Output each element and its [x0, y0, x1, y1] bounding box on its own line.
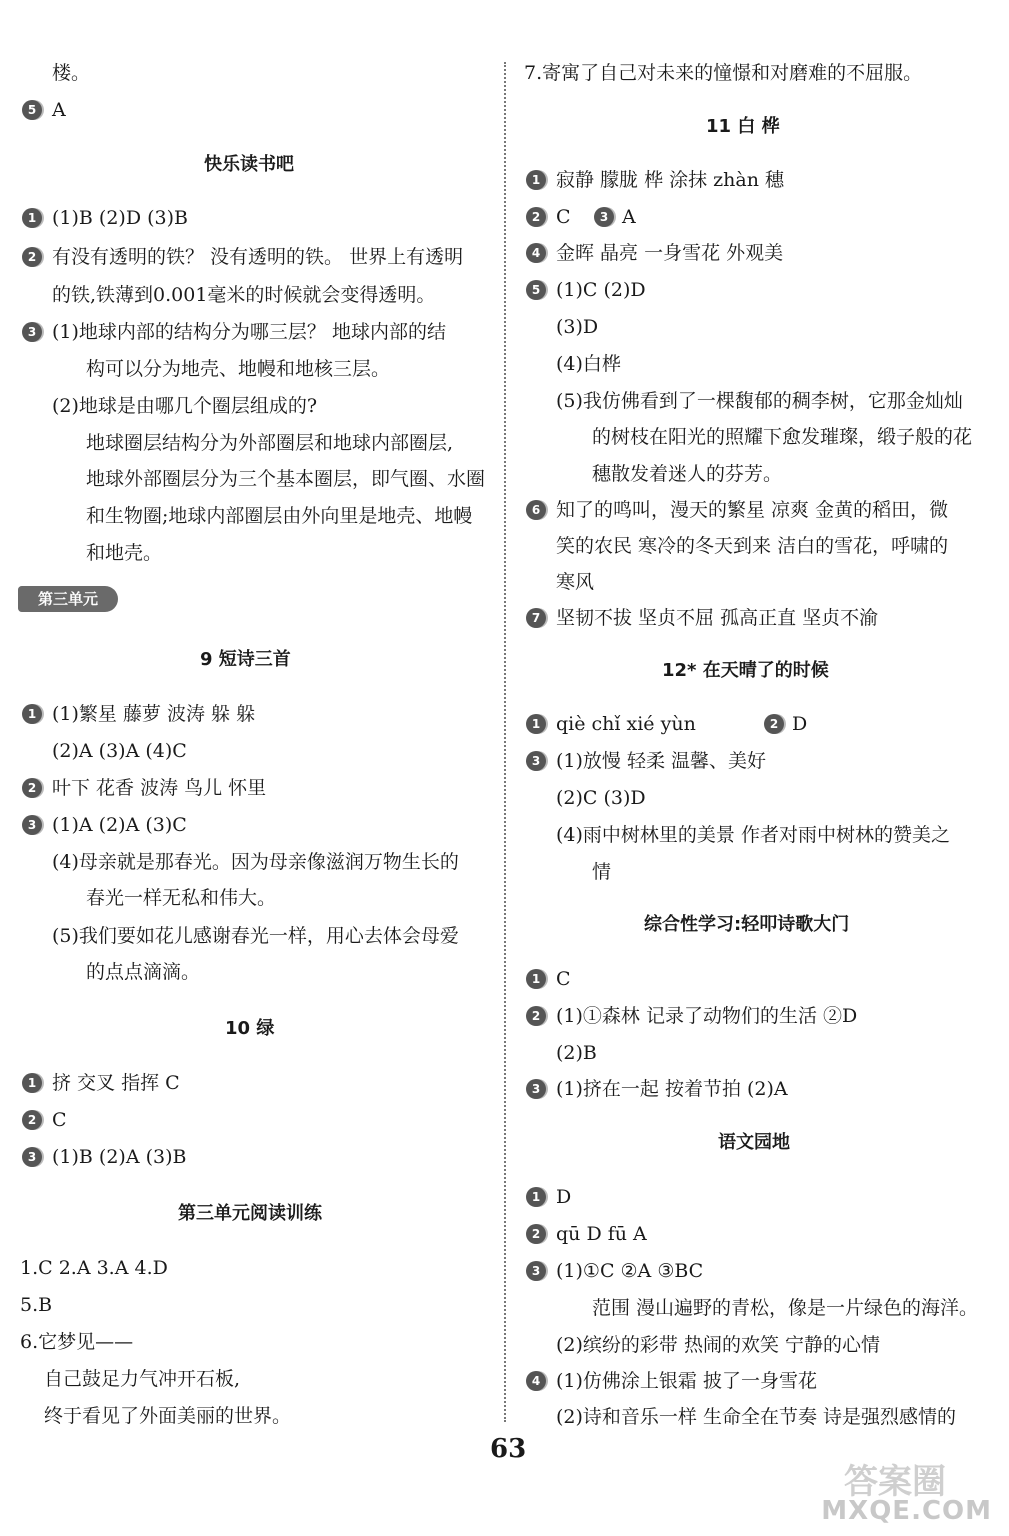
- section-heading: 10 绿: [225, 1018, 275, 1039]
- section-heading: 第三单元阅读训练: [178, 1203, 322, 1224]
- answer-line: (2)缤纷的彩带 热闹的欢笑 宁静的心情: [556, 1334, 880, 1356]
- answer-line: 和地壳。: [86, 542, 163, 564]
- question-number-icon: 4: [526, 1371, 546, 1391]
- answer-line: (2)B: [556, 1042, 597, 1064]
- answer-line: 终于看见了外面美丽的世界。: [44, 1405, 292, 1427]
- answer-line: 穗散发着迷人的芬芳。: [592, 463, 783, 485]
- answer-line: 5.B: [20, 1294, 53, 1316]
- question-number-icon: 2: [526, 207, 546, 227]
- answer-line: (3)D: [556, 316, 599, 338]
- answer-line: (5)我仿佛看到了一棵馥郁的稠李树，它那金灿灿: [556, 390, 963, 412]
- watermark-top-text: 答案圈: [844, 1462, 946, 1502]
- answer-line: 的点点滴滴。: [86, 961, 201, 983]
- section-heading: 快乐读书吧: [204, 154, 294, 175]
- answer-line: 自己鼓足力气冲开石板,: [44, 1368, 241, 1390]
- answer-line: 春光一样无私和伟大。: [86, 887, 277, 909]
- answer-line: 金晖 晶亮 一身雪花 外观美: [556, 242, 784, 264]
- answer-line: (2)地球是由哪几个圈层组成的?: [52, 395, 318, 417]
- answer-line: 地球圈层结构分为外部圈层和地球内部圈层,: [86, 432, 454, 454]
- question-number-icon: 1: [22, 1073, 42, 1093]
- answer-line: 情: [592, 861, 612, 883]
- question-number-icon: 3: [526, 1261, 546, 1281]
- answer-line: C: [556, 206, 571, 228]
- answer-line: (2)A (3)A (4)C: [52, 740, 187, 762]
- answer-line: (1)①森林 记录了动物们的生活 ②D: [556, 1005, 858, 1027]
- question-number-icon: 1: [526, 969, 546, 989]
- answer-line: (4)雨中树林里的美景 作者对雨中树林的赞美之: [556, 824, 950, 846]
- section-heading: 12* 在天晴了的时候: [662, 660, 829, 681]
- watermark-site-text: MXQE.COM: [821, 1496, 992, 1526]
- answer-line: 1.C 2.A 3.A 4.D: [20, 1257, 168, 1279]
- answer-line: (4)白桦: [556, 353, 621, 375]
- question-number-icon: 1: [22, 208, 42, 228]
- question-number-icon: 5: [526, 280, 546, 300]
- question-number-icon: 3: [22, 322, 42, 342]
- question-number-icon: 3: [594, 207, 614, 227]
- question-number-icon: 1: [526, 714, 546, 734]
- answer-line: qū D fū A: [556, 1223, 647, 1245]
- answer-line: (2)C (3)D: [556, 787, 646, 809]
- question-number-icon: 2: [526, 1006, 546, 1026]
- answer-line: 寂静 朦胧 桦 涂抹 zhàn 穗: [556, 169, 785, 191]
- question-number-icon: 5: [22, 100, 42, 120]
- page-number: 63: [490, 1434, 527, 1464]
- answer-line: C: [52, 1109, 67, 1131]
- question-number-icon: 1: [526, 170, 546, 190]
- answer-line: (1)B (2)D (3)B: [52, 207, 188, 229]
- question-number-icon: 2: [764, 714, 784, 734]
- question-number-icon: 7: [526, 608, 546, 628]
- answer-line: 知了的鸣叫，漫天的繁星 凉爽 金黄的稻田，微: [556, 499, 949, 521]
- answer-line: 笑的农民 寒冷的冬天到来 洁白的雪花，呼啸的: [556, 535, 949, 557]
- column-divider: [504, 62, 506, 1422]
- question-number-icon: 1: [22, 704, 42, 724]
- question-number-icon: 6: [526, 500, 546, 520]
- answer-line: 地球外部圈层分为三个基本圈层，即气圈、水圈: [86, 468, 486, 490]
- answer-line: 的铁,铁薄到0.001毫米的时候就会变得透明。: [52, 284, 436, 306]
- answer-line: 和生物圈;地球内部圈层由外向里是地壳、地幔: [86, 505, 473, 527]
- section-heading: 综合性学习:轻叩诗歌大门: [644, 914, 850, 935]
- answer-line: (1)B (2)A (3)B: [52, 1146, 187, 1168]
- answer-line: 7.寄寓了自己对未来的憧憬和对磨难的不屈服。: [524, 62, 923, 84]
- answer-line: D: [792, 713, 808, 735]
- answer-line: 叶下 花香 波涛 鸟儿 怀里: [52, 777, 267, 799]
- answer-line: D: [556, 1186, 572, 1208]
- question-number-icon: 2: [22, 1110, 42, 1130]
- section-heading: 11 白 桦: [706, 116, 780, 137]
- answer-line: C: [556, 968, 571, 990]
- answer-line: A: [52, 99, 66, 121]
- answer-line: (1)仿佛涂上银霜 披了一身雪花: [556, 1370, 817, 1392]
- answer-line: (1)C (2)D: [556, 279, 646, 301]
- answer-line: 寒风: [556, 571, 595, 593]
- answer-line: (5)我们要如花儿感谢春光一样，用心去体会母爱: [52, 925, 459, 947]
- answer-line: (1)A (2)A (3)C: [52, 814, 187, 836]
- answer-line: 6.它梦见——: [20, 1331, 134, 1353]
- answer-line: (1)放慢 轻柔 温馨、美好: [556, 750, 766, 772]
- question-number-icon: 2: [22, 247, 42, 267]
- answer-line: (2)诗和音乐一样 生命全在节奏 诗是强烈感情的: [556, 1406, 956, 1428]
- question-number-icon: 2: [22, 778, 42, 798]
- answer-line: 楼。: [52, 62, 91, 84]
- answer-line: (1)繁星 藤萝 波涛 躲 躲: [52, 703, 256, 725]
- question-number-icon: 3: [526, 751, 546, 771]
- answer-line: 构可以分为地壳、地幔和地核三层。: [86, 358, 391, 380]
- answer-line: 挤 交叉 指挥 C: [52, 1072, 180, 1094]
- answer-line: 有没有透明的铁？ 没有透明的铁。 世界上有透明: [52, 246, 464, 268]
- question-number-icon: 3: [22, 1147, 42, 1167]
- answer-line: A: [622, 206, 636, 228]
- question-number-icon: 3: [526, 1079, 546, 1099]
- answer-line: 坚韧不拔 坚贞不屈 孤高正直 坚贞不渝: [556, 607, 879, 629]
- watermark-logo: [821, 1450, 1000, 1530]
- question-number-icon: 3: [22, 815, 42, 835]
- answer-line: qiè chǐ xié yùn: [556, 713, 696, 735]
- section-heading: 9 短诗三首: [200, 649, 291, 670]
- answer-line: (1)①C ②A ③BC: [556, 1260, 704, 1282]
- section-heading: 语文园地: [718, 1132, 790, 1153]
- question-number-icon: 4: [526, 243, 546, 263]
- answer-line: 的树枝在阳光的照耀下愈发璀璨，缎子般的花: [592, 426, 973, 448]
- answer-line: (1)地球内部的结构分为哪三层？ 地球内部的结: [52, 321, 446, 343]
- unit-badge: 第三单元: [18, 586, 118, 612]
- question-number-icon: 2: [526, 1224, 546, 1244]
- answer-line: (4)母亲就是那春光。因为母亲像滋润万物生长的: [52, 851, 459, 873]
- answer-line: (1)挤在一起 按着节拍 (2)A: [556, 1078, 788, 1100]
- question-number-icon: 1: [526, 1187, 546, 1207]
- answer-line: 范围 漫山遍野的青松，像是一片绿色的海洋。: [592, 1297, 979, 1319]
